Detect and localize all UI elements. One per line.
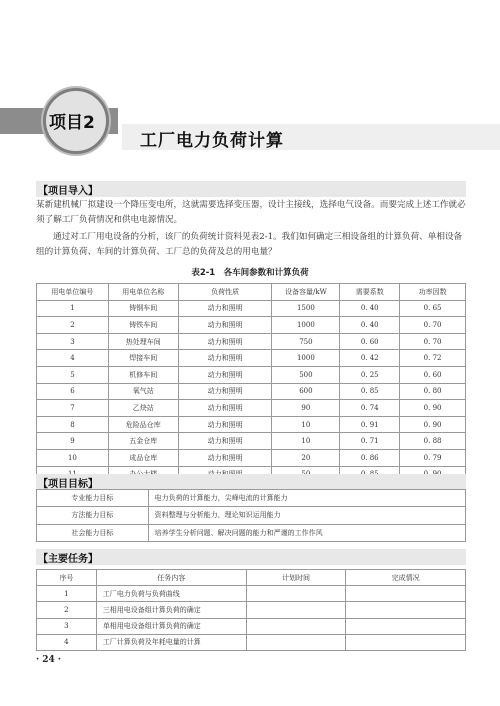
table-row — [37, 317, 466, 334]
task-cell: 4 — [37, 634, 97, 650]
task-cell — [346, 602, 466, 618]
table-cell: 0. 42 — [340, 350, 400, 367]
goals-table — [36, 489, 466, 542]
table-cell: 乙炔站 — [108, 400, 178, 417]
table-cell: 铸钢车间 — [108, 300, 178, 317]
table-cell: 动力和照明 — [178, 333, 272, 350]
task-cell — [346, 634, 466, 650]
table-cell: 0. 40 — [340, 300, 400, 317]
task-cell: 工厂计算负荷及年耗电量的计算 — [96, 634, 246, 650]
table-cell: 动力和照明 — [178, 300, 272, 317]
table-cell: 2 — [37, 317, 109, 334]
section-heading-intro: 【项目导入】 — [36, 181, 466, 197]
table-cell: 0. 70 — [400, 333, 466, 350]
intro-paragraph-1: 某新建机械厂拟建设一个降压变电所，这就需要选择变压器，设计主接线，选择电气设备。而要完成上述工作就必须了解工厂负荷情况和供电电源情况。 — [36, 200, 466, 225]
project-label: 项目2 — [49, 113, 95, 133]
table-cell: 动力和照明 — [178, 350, 272, 367]
table-cell: 动力和照明 — [178, 400, 272, 417]
table-cell: 热处理车间 — [108, 333, 178, 350]
table-cell: 危险品仓库 — [108, 416, 178, 433]
goal-label: 方法能力目标 — [37, 507, 149, 524]
table-row — [37, 366, 466, 383]
table-cell: 4 — [37, 350, 109, 367]
page-number: · 24 · — [36, 655, 62, 665]
table-cell: 1000 — [272, 350, 340, 367]
table-cell: 10 — [272, 416, 340, 433]
table-cell: 90 — [272, 400, 340, 417]
goal-label: 专业能力目标 — [37, 490, 149, 507]
goal-row — [37, 507, 466, 524]
table-header-cell: 负荷性质 — [178, 284, 272, 301]
table-header-cell: 设备容量/kW — [272, 284, 340, 301]
task-cell: 工厂电力负荷与负荷曲线 — [96, 586, 246, 602]
task-cell: 三相用电设备组计算负荷的确定 — [96, 602, 246, 618]
goal-description: 电力负荷的计算能力，尖峰电流的计算能力 — [148, 490, 465, 507]
table-cell: 动力和照明 — [178, 416, 272, 433]
table-row — [37, 350, 466, 367]
table-cell: 铸铁车间 — [108, 317, 178, 334]
table-cell: 动力和照明 — [178, 433, 272, 450]
task-cell — [346, 618, 466, 634]
table-cell: 0. 79 — [400, 449, 466, 466]
table-cell: 0. 88 — [400, 433, 466, 450]
table-cell: 动力和照明 — [178, 366, 272, 383]
table-cell: 500 — [272, 366, 340, 383]
task-cell — [246, 586, 346, 602]
table-cell: 9 — [37, 433, 109, 450]
table-cell: 0. 60 — [400, 366, 466, 383]
table-row — [37, 300, 466, 317]
goal-description: 培养学生分析问题、解决问题的能力和严谨的工作作风 — [148, 524, 465, 541]
task-header-cell: 序号 — [37, 570, 97, 586]
task-cell: 1 — [37, 586, 97, 602]
intro-paragraph-2: 通过对工厂用电设备的分析，该厂的负荷统计资料见表2-1。我们如何确定三相设备组的计算负荷、单相设备组的计算负荷、车间的计算负荷、工厂总的负荷及总的用电量？ — [36, 232, 463, 257]
table-cell: 1500 — [272, 300, 340, 317]
table-cell: 动力和照明 — [178, 317, 272, 334]
table-cell: 7 — [37, 400, 109, 417]
table-cell: 0. 90 — [400, 416, 466, 433]
table-cell: 10 — [37, 449, 109, 466]
table-cell: 1000 — [272, 317, 340, 334]
table-row — [37, 383, 466, 400]
task-cell: 单相用电设备组计算负荷的确定 — [96, 618, 246, 634]
table-cell: 动力和照明 — [178, 449, 272, 466]
tasks-table — [36, 569, 466, 651]
table-header-cell: 需要系数 — [340, 284, 400, 301]
table-cell: 0. 25 — [340, 366, 400, 383]
table-cell: 0. 90 — [400, 400, 466, 417]
task-header-cell: 任务内容 — [96, 570, 246, 586]
table-cell: 0. 74 — [340, 400, 400, 417]
table-row — [37, 416, 466, 433]
task-cell: 3 — [37, 618, 97, 634]
table-cell: 氧气站 — [108, 383, 178, 400]
table-cell: 0. 60 — [340, 333, 400, 350]
table-cell: 10 — [272, 433, 340, 450]
table-row — [37, 449, 466, 466]
table-row — [37, 433, 466, 450]
table-cell: 0. 86 — [340, 449, 400, 466]
table-header-cell: 用电单位编号 — [37, 284, 109, 301]
task-cell — [246, 602, 346, 618]
chapter-title: 工厂电力负荷计算 — [140, 131, 284, 151]
table-cell: 机修车间 — [108, 366, 178, 383]
goal-description: 资料整理与分析能力，理论知识运用能力 — [148, 507, 465, 524]
task-row — [37, 634, 466, 650]
task-row — [37, 602, 466, 618]
load-parameter-table — [36, 283, 466, 483]
table-cell: 1 — [37, 300, 109, 317]
table-cell: 600 — [272, 383, 340, 400]
task-cell: 2 — [37, 602, 97, 618]
table-cell: 8 — [37, 416, 109, 433]
table-cell: 750 — [272, 333, 340, 350]
table-cell: 焊接车间 — [108, 350, 178, 367]
table-caption: 表2-1 各车间参数和计算负荷 — [191, 268, 309, 278]
goal-row — [37, 524, 466, 541]
task-header-cell: 完成情况 — [346, 570, 466, 586]
task-row — [37, 586, 466, 602]
table-row — [37, 333, 466, 350]
task-cell — [246, 634, 346, 650]
table-cell: 0. 91 — [340, 416, 400, 433]
table-cell: 0. 85 — [340, 383, 400, 400]
table-cell: 五金仓库 — [108, 433, 178, 450]
table-cell: 5 — [37, 366, 109, 383]
goal-row — [37, 490, 466, 507]
table-cell: 0. 80 — [400, 383, 466, 400]
project-banner — [0, 86, 500, 156]
section-heading-goals: 【项目目标】 — [36, 474, 466, 490]
table-cell: 0. 70 — [400, 317, 466, 334]
table-cell: 6 — [37, 383, 109, 400]
table-cell: 0. 71 — [340, 433, 400, 450]
table-cell: 成品仓库 — [108, 449, 178, 466]
task-row — [37, 618, 466, 634]
task-header-cell: 计划时间 — [246, 570, 346, 586]
task-cell — [346, 586, 466, 602]
section-heading-tasks: 【主要任务】 — [36, 549, 466, 565]
table-row — [37, 400, 466, 417]
goal-label: 社会能力目标 — [37, 524, 149, 541]
table-cell: 0. 65 — [400, 300, 466, 317]
table-header-cell: 用电单位名称 — [108, 284, 178, 301]
table-cell: 3 — [37, 333, 109, 350]
table-cell: 动力和照明 — [178, 383, 272, 400]
table-cell: 0. 40 — [340, 317, 400, 334]
task-cell — [246, 618, 346, 634]
table-cell: 0. 72 — [400, 350, 466, 367]
table-header-cell: 功率因数 — [400, 284, 466, 301]
table-cell: 20 — [272, 449, 340, 466]
